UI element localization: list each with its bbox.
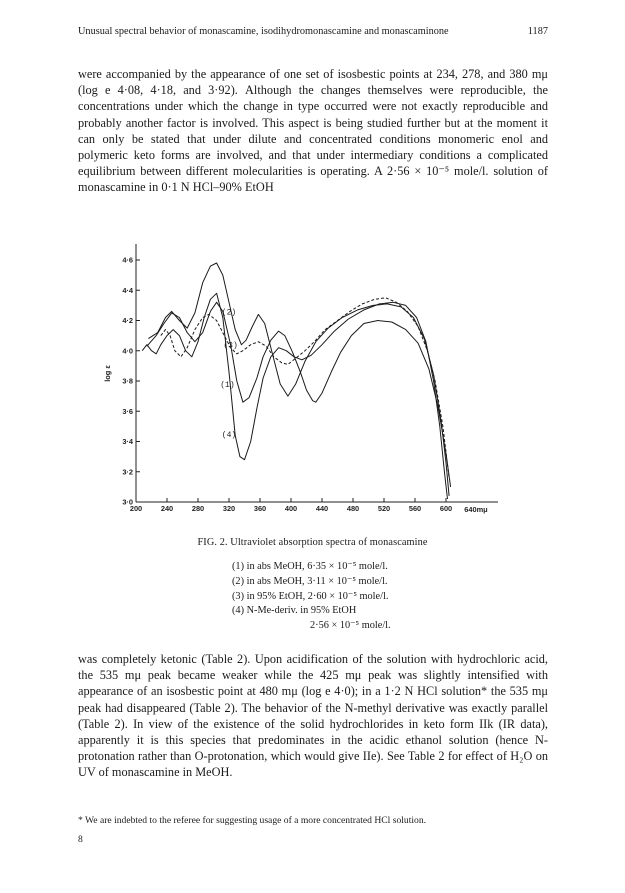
- legend-line-4: (4) N-Me-deriv. in 95% EtOH: [232, 605, 357, 617]
- series-label-1: (1): [220, 381, 235, 391]
- series-line-4: [142, 293, 447, 499]
- series-label-2: (2): [221, 308, 237, 318]
- y-tick-label: 4·2: [122, 316, 133, 325]
- footnote: * We are indebted to the referee for suggesting usage of a more concentrated HCl solution.: [78, 815, 427, 826]
- series-line-3: [161, 298, 449, 478]
- x-tick-label: 440: [315, 504, 329, 513]
- uv-spectra-chart: [100, 240, 520, 530]
- y-tick-label: 3·2: [122, 467, 133, 477]
- body-paragraph-bottom: was completely ketonic (Table 2). Upon acidification of the solution with hydrochloric acid, the 535 mμ peak became weaker while the 425 mμ peak was slightly intensified with appearance of an isosbestic point at 480 mμ (log e 4·0); in a 1·2 N HCl solution* the 535 mμ peak had disappeared (Table 2). The behavior of the N-methyl derivative was exactly parallel (Table 2). In view of the existence of the solid hydrochlorides in keto form IIk (IR data), apparently it is this species that predominates in the acidic ethanol solution (hence N-protonation rather than O-protonation, which would give IIe). See Table 2 for effect of H₂O on UV of monascamine in MeOH.: [78, 652, 548, 780]
- x-tick-label: 400: [284, 504, 298, 513]
- x-tick-label: 520: [377, 504, 391, 513]
- x-tick-label: 560: [408, 504, 422, 513]
- legend-line-2: (2) in abs MeOH, 3·11 × 10⁻⁵ mole/l.: [232, 575, 388, 587]
- legend-line-3: (3) in 95% EtOH, 2·60 × 10⁻⁵ mole/l.: [232, 590, 389, 602]
- legend-line-1: (1) in abs MeOH, 6·35 × 10⁻⁵ mole/l.: [232, 561, 388, 572]
- x-unit-label: 640mμ: [464, 505, 488, 514]
- x-tick-label: 600: [439, 504, 453, 513]
- x-tick-label: 360: [253, 504, 267, 513]
- page-number: 1187: [527, 26, 548, 37]
- series-line-1: [147, 302, 451, 487]
- series-line-2: [148, 263, 449, 496]
- page-footer: 8: [78, 834, 83, 845]
- y-tick-label: 4·4: [122, 285, 133, 295]
- legend-line-5: 2·56 × 10⁻⁵ mole/l.: [310, 620, 391, 632]
- y-tick-label: 3·0: [122, 497, 133, 507]
- y-tick-label: 4·0: [122, 346, 133, 356]
- y-axis-label: log ε: [103, 365, 112, 382]
- y-tick-label: 3·4: [122, 437, 133, 446]
- running-header: [78, 26, 548, 37]
- y-tick-label: 3·6: [122, 406, 133, 416]
- figure-legend: [232, 560, 391, 634]
- x-tick-label: 240: [160, 504, 174, 513]
- y-tick-label: 3·8: [122, 376, 133, 386]
- x-tick-label: 480: [346, 504, 360, 513]
- x-tick-label: 280: [191, 504, 205, 513]
- x-tick-label: 200: [129, 504, 143, 513]
- chart-svg: [100, 240, 520, 530]
- figure-caption: FIG. 2. Ultraviolet absorption spectra of monascamine: [197, 537, 428, 548]
- series-label-3: (3): [223, 341, 238, 351]
- body-paragraph-top: were accompanied by the appearance of one set of isosbestic points at 234, 278, and 380 mμ (log e 4·08, 4·18, and 3·92). Although the changes themselves were reproducible, the concentrations under which the change in type occurred were not exactly reproducible and probably another factor is involved. This aspect is being studied further but at the moment it can only be stated that under dilute and concentrated conditions monomeric enol and polymeric keto forms are involved, and that under intermediary conditions a complicated equilibrium between different molecularities is operating. A 2·56 × 10⁻⁵ mole/l. solution of monascamine in 0·1 N HCl–90% EtOH: [78, 67, 548, 195]
- y-tick-label: 4·6: [122, 255, 133, 265]
- running-title: Unusual spectral behavior of monascamine, isodihydromonascamine and monascaminone: [78, 26, 449, 37]
- x-tick-label: 320: [222, 504, 236, 513]
- series-label-4: (4): [221, 430, 237, 440]
